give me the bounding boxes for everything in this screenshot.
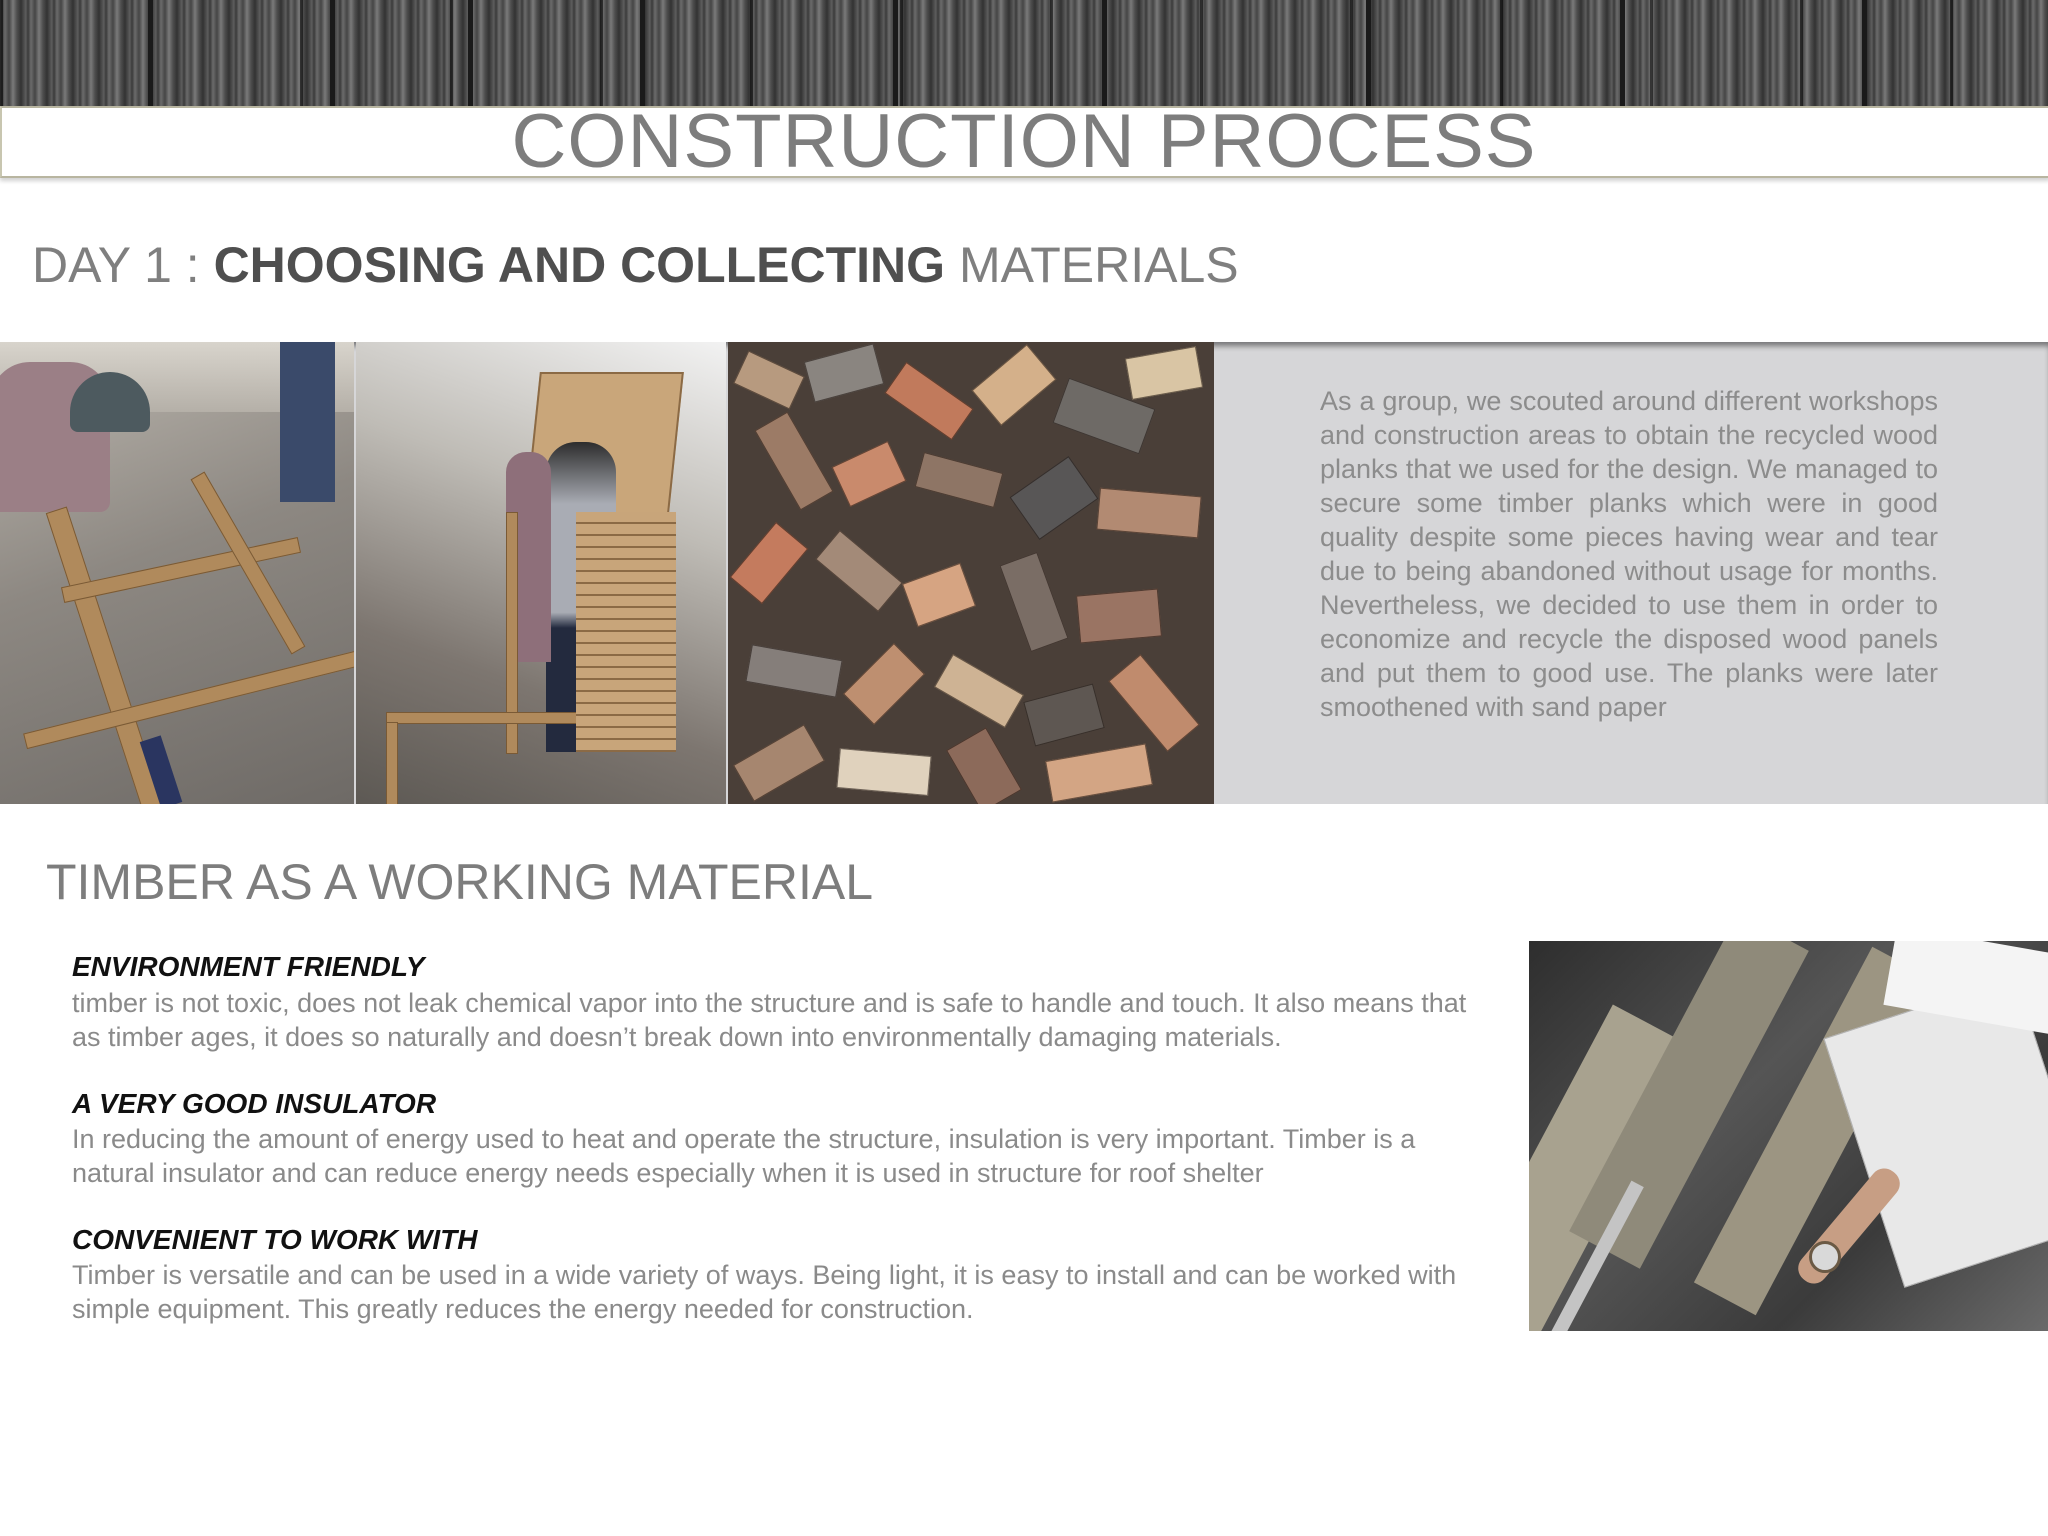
wood-texture-banner: [0, 0, 2048, 108]
photo-measuring-planks: [0, 342, 354, 804]
photo-timber-stack: [728, 342, 1214, 804]
photo-plans-and-planks: [1529, 941, 2048, 1331]
day-heading-bold: CHOOSING AND COLLECTING: [213, 237, 946, 293]
feature-body-insulator: In reducing the amount of energy used to heat and operate the structure, insulation is very important. Timber is a natural insulator and can reduce energy needs especially when it is used in structure for roof shelter: [72, 1124, 1416, 1188]
feature-title-insulator: A VERY GOOD INSULATOR: [72, 1088, 437, 1119]
feature-body-convenient: Timber is versatile and can be used in a wide variety of ways. Being light, it is easy to install and can be worked with simple equipment. This greatly reduces the energy needed for construction.: [72, 1260, 1457, 1324]
feature-body-environment-friendly: timber is not toxic, does not leak chemical vapor into the structure and is safe to handle and touch. It also means that as timber ages, it does so naturally and doesn’t break down into environmentally damaging materials.: [72, 988, 1467, 1052]
photo-workshop-scouting: [356, 342, 726, 804]
section-heading-timber: TIMBER AS A WORKING MATERIAL: [46, 854, 874, 910]
day-heading-prefix: DAY 1 :: [32, 237, 214, 293]
feature-title-convenient: CONVENIENT TO WORK WITH: [72, 1224, 478, 1255]
feature-title-environment-friendly: ENVIRONMENT FRIENDLY: [72, 951, 425, 982]
strip-paragraph: As a group, we scouted around different workshops and construction areas to obtain the recycled wood planks that we used for the design. We managed to secure some timber planks which were in good quality despite some pieces having wear and tear due to being abandoned without usage for months. Nevertheless, we decided to use them in order to economize and recycle the disposed wood panels and put them to good use. The planks were later smoothened with sand paper: [1320, 386, 1938, 722]
page-title: CONSTRUCTION PROCESS: [511, 99, 1537, 184]
day-heading-suffix: MATERIALS: [945, 237, 1239, 293]
day-heading: [32, 236, 1239, 294]
